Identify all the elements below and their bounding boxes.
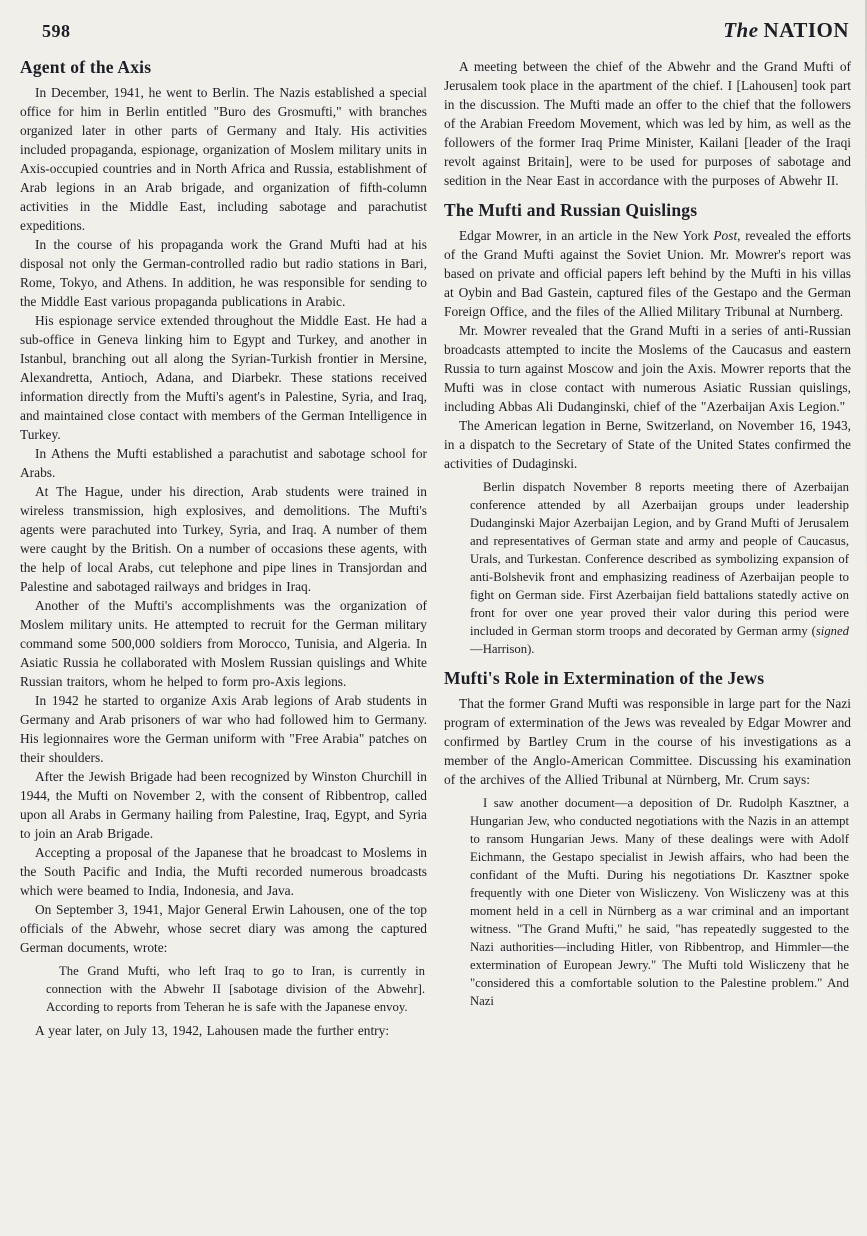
paragraph: The American legation in Berne, Switzerland, on November 16, 1943, in a dispatch to the Secretary of State of the United States confirmed the activities of Dudaginski. <box>444 418 851 471</box>
paragraph-lahousen-entry-continued: A meeting between the chief of the Abwehr and the Grand Mufti of Jerusalem took place in the apartment of the chief. I [Lahousen] took part in the discussion. The Mufti made an offer to the chief that the followers of the Arabian Freedom Movement, which was led by him, as well as the followers of the former Iraq Prime Minister, Kailani [leader of the Iraqi revolt against Britain], were to be used for purposes of sabotage and sedition in the Near East in accordance with the purposes of Abwehr II. <box>444 59 851 188</box>
section-heading-mufti-russian-quislings: The Mufti and Russian Quislings <box>444 200 698 220</box>
paragraph: At The Hague, under his direction, Arab students were trained in wireless transmission, high explosives, and demolitions. The Mufti's agents were parachuted into Turkey, Syria, and Iraq. A number of them were caught by the British. On a number of occasions these agents, with the help of local Arabs, cut telephone and pipe lines in Transjordan and Palestine and sabotaged railways and bridges in Iraq. <box>20 484 427 594</box>
paragraph: That the former Grand Mufti was responsible in large part for the Nazi program of extermination of the Jews was revealed by Edgar Mowrer and confirmed by Bartley Crum in the course of his investigations as a member of the Anglo-American Committee. Discussing his examination of the archives of the Allied Tribunal at Nürnberg, Mr. Crum says: <box>444 696 851 787</box>
paragraph: In 1942 he started to organize Axis Arab legions of Arab students in Germany and Arab prisoners of war who had followed him to Germany. His legionnaires wore the German uniform with "Free Arabia" patches on their shoulders. <box>20 693 427 765</box>
masthead <box>723 18 849 43</box>
paragraph: In December, 1941, he went to Berlin. The Nazis established a special office for him in Berlin entitled "Buro des Grosmufti," with branches organized later in other parts of Germany and Italy. His activities included propaganda, espionage, organization of Moslem military units in Axis-occupied countries and in North Africa and Russia, establishment of Arab legions in an Arab brigade, and organization of fifth-column activities in the Middle East, including sabotage and parachutist expeditions. <box>20 85 427 233</box>
paragraph: On September 3, 1941, Major General Erwin Lahousen, one of the top officials of the Abwehr, whose secret diary was among the captured German documents, wrote: <box>20 902 427 955</box>
two-column-layout <box>20 57 851 1040</box>
right-column <box>444 57 851 1040</box>
paragraph: Mr. Mowrer revealed that the Grand Mufti in a series of anti-Russian broadcasts attempted to incite the Moslems of the Caucasus and eastern Russia to turn against Moscow and join the Axis. Mowrer reports that the Mufti was in close contact with numerous Asiatic Russian quislings, including Abbas Ali Dudanginski, chief of the "Azerbaijan Axis Legion." <box>444 323 851 414</box>
block-quote-berlin-dispatch <box>470 478 849 658</box>
paragraph: A year later, on July 13, 1942, Lahousen made the further entry: <box>35 1023 390 1038</box>
italic-post: Post <box>713 228 738 243</box>
quote-text: —Harrison). <box>470 642 535 656</box>
italic-signed: signed <box>815 624 849 638</box>
masthead-the: The <box>723 18 759 42</box>
section-heading-mufti-role-extermination: Mufti's Role in Extermination of the Jews <box>444 668 765 688</box>
paragraph: Another of the Mufti's accomplishments was the organization of Moslem military units. He attempted to recruit for the German military command some 500,000 soldiers from Morocco, Tunisia, and Algeria. In Asiatic Russia he collaborated with Moslem Russian quislings and White Russian traitors, whom he helped to form pro-Axis legions. <box>20 598 427 689</box>
paragraph <box>444 226 851 321</box>
page-header <box>20 14 851 43</box>
paragraph: His espionage service extended throughout the Middle East. He had a sub-office in Geneva linking him to Egypt and Turkey, and another in Istanbul, branching out all along the Syrian-Turkish frontier in Mersine, Alexandretta, Antioch, Adana, and Diarbekr. These stations received information directly from the Mufti's agent's in Palestine, Syria, and Iraq, and maintained close contact with members of the German Intelligence in Turkey. <box>20 313 427 442</box>
section-heading-agent-of-the-axis: Agent of the Axis <box>20 57 152 77</box>
masthead-name: NATION <box>763 18 849 42</box>
paragraph: Accepting a proposal of the Japanese that he broadcast to Moslems in the South Pacific and India, the Mufti recorded numerous broadcasts which were beamed to India, Indonesia, and Java. <box>20 845 427 898</box>
paragraph-text: Edgar Mowrer, in an article in the New York <box>459 228 714 243</box>
paragraph: In the course of his propaganda work the Grand Mufti had at his disposal not only the German-controlled radio but radio stations in Bari, Rome, Tokyo, and Athens. In addition, he was responsible for sending to the Middle East various propaganda publications in Arabic. <box>20 237 427 309</box>
quote-text: Berlin dispatch November 8 reports meeting there of Azerbaijan conference attended by all Azerbaijan groups under leadership Dudanginski Major Azerbaijan Legion, and by Grand Mufti of Jerusalem and representatives of German state and army and people of Caucasus, Urals, and Turkestan. Conference described as symbolizing expansion of anti-Bolshevik front and emphasizing readiness of Azerbaijan people to fight on German side. First Azerbaijan field battalions statedly active on front for over one year proved their valor during this period were included in German storm troops and decorated by German army ( <box>470 480 849 638</box>
page-number: 598 <box>42 21 71 41</box>
paragraph-text: , revealed the efforts of the Grand Mufti against the Soviet Union. Mr. Mowrer's report was based on private and official papers left behind by the Mufti in his villas at Oybin and Bad Gastein, captured files of the Gestapo and the German Foreign Office, and the files of the Allied Military Tribunal at Nurnberg. <box>444 228 851 319</box>
block-quote-crum-testimony: I saw another document—a deposition of Dr. Rudolph Kasztner, a Hungarian Jew, who conducted negotiations with the Nazis in an attempt to ransom Hungarian Jews. Many of these dealings were with Adolf Eichmann, the Gestapo specialist in Jewish affairs, who had been the confidant of the Mufti. During his negotiations Dr. Kasztner spoke frequently with one Dieter von Wisliczeny. Von Wisliczeny was at this moment held in a cell in Nürnberg as a war criminal and an important witness. "The Grand Mufti," he said, "has repeatedly suggested to the Nazi authorities—including Hitler, von Ribbentrop, and Himmler—the extermination of European Jewry." The Mufti told Wisliczeny that he "considered this a comfortable solution to the Palestine problem." And Nazi <box>470 796 849 1008</box>
paragraph: In Athens the Mufti established a parachutist and sabotage school for Arabs. <box>20 446 427 480</box>
left-column <box>20 57 427 1040</box>
paragraph: After the Jewish Brigade had been recognized by Winston Churchill in 1944, the Mufti on November 2, with the consent of Ribbentrop, called upon all Arabs in Germany hailing from Palestine, Iraq, Egypt, and Syria to join an Arab Brigade. <box>20 769 427 841</box>
block-quote-lahousen-diary: The Grand Mufti, who left Iraq to go to Iran, is currently in connection with the Abwehr II [sabotage division of the Abwehr]. According to reports from Teheran he is safe with the Japanese envoy. <box>46 964 425 1014</box>
